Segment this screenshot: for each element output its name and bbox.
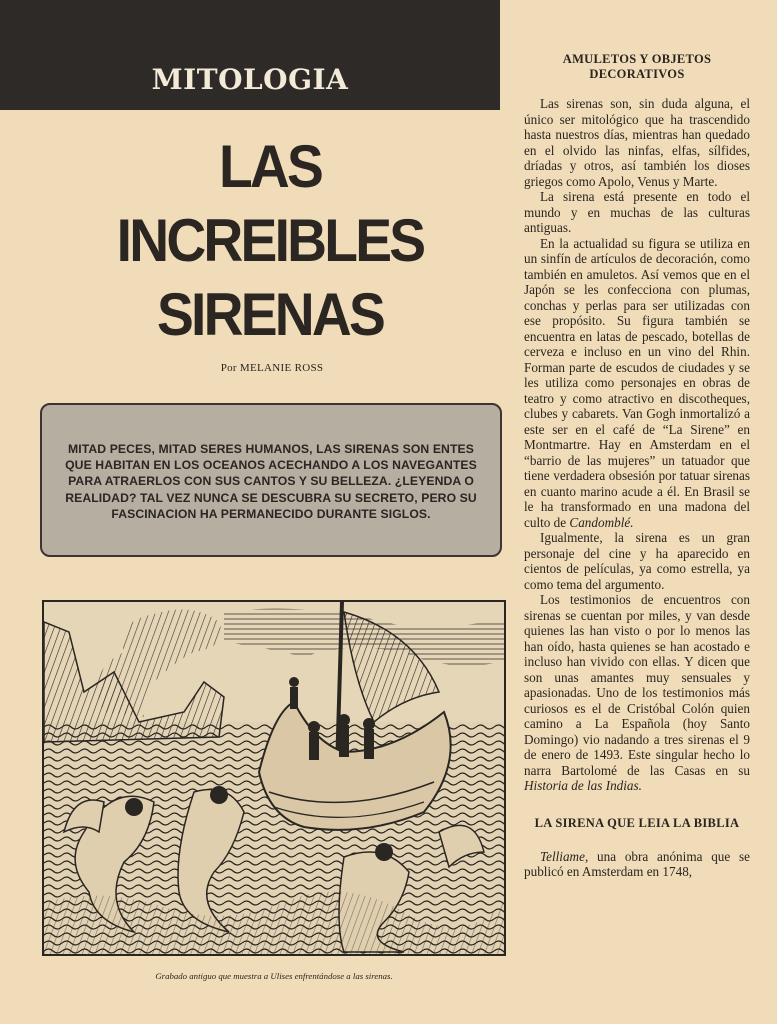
title-line-1: LAS [218,133,322,200]
paragraph-5-text: Los testimonios de encuentros con sirenas se cuentan por miles, y van desde quienes las han visto o por lo menos las han oído, hasta quienes se han acostado e incluso han vivido con ellas. Y dicen que son unas amantes muy sensuales y apasionadas. Uno de los testimonios más curiosos es el de Cristóbal Colón quien camino a La Española (hoy Santo Domingo) vio nadando a tres sirenas el 9 de enero de 1493. Este singular hecho lo narra Bartolomé de las Casas en su [524,592,750,778]
paragraph-2: La sirena está presente en todo el mundo y en muchas de las culturas antiguas. [524,189,750,235]
intro-text: MITAD PECES, MITAD SERES HUMANOS, LAS SIRENAS SON ENTES QUE HABITAN EN LOS OCEANOS ACECHANDO A LOS NAVEGANTES PARA ATRAERLOS CON SUS CANTOS Y SU BELLEZA. ¿LEYENDA O REALIDAD? TAL VEZ NUNCA SE DESCUBRA SU SECRETO, PERO SU FASCINACION HA PERMANECIDO DURANTE SIGLOS. [65,442,477,521]
engraving-drawing [44,602,504,954]
engraving-illustration [42,600,506,956]
byline: Por MELANIE ROSS [220,362,324,374]
subheading-biblia: LA SIRENA QUE LEIA LA BIBLIA [534,815,740,830]
image-caption: Grabado antiguo que muestra a Ulises enfrentándose a las sirenas. [155,971,393,981]
paragraph-3-italic: Candomblé. [569,514,634,530]
article-column [524,52,750,880]
paragraph-1: Las sirenas son, sin duda alguna, el único ser mitológico que ha trascendido hasta nuestros días, mientras han quedado en el olvido las ninfas, elfas, sílfides, dríadas y otros, así también los dioses griegos como Apolo, Venus y Marte. [524,96,750,189]
paragraph-5 [524,592,750,794]
paragraph-6 [524,849,750,880]
paragraph-4: Igualmente, la sirena es un gran personaje del cine y ha aparecido en cientos de películas, ya como estrella, ya como tema del argumento. [524,530,750,592]
title-line-3: SIRENAS [156,281,384,348]
intro-box [40,403,502,557]
subheading-amuletos: AMULETOS Y OBJETOS DECORATIVOS [562,52,712,81]
title-line-2: INCREIBLES [116,207,424,274]
paragraph-3-text: En la actualidad su figura se utiliza en un sinfín de artículos de decoración, como también en amuletos. Así vemos que en el Japón se les confecciona con plumas, conchas y perlas para ser utilizadas con ese propósito. Su figura también se encuentra en latas de pescado, botellas de cerveza e incluso en un vino del Rhin. Forman parte de escudos de ciudades y se les utiliza como personajes en obras de teatro y como atractivo en discotheques, clubes y cabarets. Van Gogh inmortalizó a este ser en el café de “La Sirene” en Montmartre. Hay en Amsterdam en el “barrio de las mujeres” un tatuador que tiene verdadera obsesión por tatuar sirenas en cuanto marino acude a él. En Brasil se le ha transformado en una madona del culto de [524,235,750,530]
paragraph-6-text: una obra anónima que se publicó en Amsterdam en 1748, [524,848,750,879]
paragraph-3 [524,236,750,531]
article-title [22,130,519,352]
paragraph-5-italic: Historia de las Indias. [524,778,642,793]
section-label: MITOLOGIA [151,63,349,96]
paragraph-6-italic: Telliame, [540,848,589,864]
